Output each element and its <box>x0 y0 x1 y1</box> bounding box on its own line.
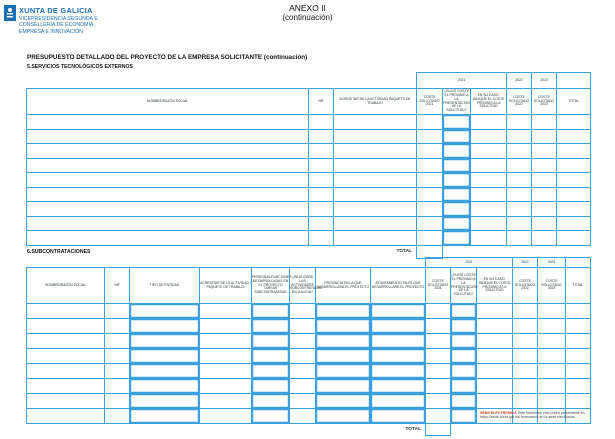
table-cell[interactable] <box>316 319 371 334</box>
table-cell[interactable] <box>417 144 443 159</box>
table-cell[interactable] <box>27 334 105 349</box>
section-6-total-cell[interactable] <box>426 424 451 436</box>
table-row <box>27 115 591 130</box>
table-cell[interactable] <box>538 394 566 409</box>
table-cell[interactable] <box>471 115 507 130</box>
table-cell[interactable] <box>27 173 309 188</box>
table-cell[interactable] <box>27 394 105 409</box>
sede-stamp: SEDE ELECTRÓNICA <box>480 411 517 415</box>
table-cell[interactable] <box>513 379 538 394</box>
table-cell[interactable] <box>130 364 200 379</box>
col-header-cost-2023: COSTE SOLICITADO 2023 <box>532 89 557 115</box>
table-cell[interactable] <box>417 115 443 130</box>
table-cell[interactable] <box>371 319 426 334</box>
table-cell[interactable] <box>471 129 507 144</box>
table-cell[interactable] <box>557 129 591 144</box>
table-cell[interactable] <box>443 231 471 246</box>
table-cell[interactable] <box>471 158 507 173</box>
table-cell[interactable] <box>371 409 426 424</box>
table-cell[interactable] <box>27 144 309 159</box>
table-cell[interactable] <box>371 349 426 364</box>
table-cell[interactable] <box>334 202 417 217</box>
col-header-total: TOTAL <box>566 268 591 304</box>
table-cell[interactable] <box>566 379 591 394</box>
table-cell[interactable] <box>532 202 557 217</box>
footer-note <box>480 411 612 419</box>
table-cell[interactable] <box>334 144 417 159</box>
table-cell[interactable] <box>130 394 200 409</box>
table-cell[interactable] <box>443 173 471 188</box>
col-header-name: NOMBRE/RAZÓN SOCIAL <box>27 89 309 115</box>
table-cell[interactable] <box>252 394 290 409</box>
col-header-indicate-cost: EN SU CASO, INDIQUE EL COSTE PRÓXIMO A LA SOLICITUD <box>477 268 513 304</box>
table-cell[interactable] <box>451 349 477 364</box>
table-cell[interactable] <box>316 304 371 319</box>
table-row <box>27 173 591 188</box>
table-cell[interactable] <box>200 349 252 364</box>
table-cell[interactable] <box>105 319 130 334</box>
table-cell[interactable] <box>477 379 513 394</box>
table-cell[interactable] <box>130 319 200 334</box>
table-cell[interactable] <box>105 364 130 379</box>
col-header-staff: PERSONAL/FUNCIONES DESARROLLADAS EN EL PROYECTO TAREAS SUBCONTRATADAS <box>252 268 290 304</box>
table-cell[interactable] <box>200 394 252 409</box>
table-cell[interactable] <box>27 202 309 217</box>
table-cell[interactable] <box>130 409 200 424</box>
table-cell[interactable] <box>513 304 538 319</box>
table-cell[interactable] <box>532 187 557 202</box>
table-cell[interactable] <box>557 173 591 188</box>
table-cell[interactable] <box>290 349 316 364</box>
col-header-entity-type: TIPO DE ENTIDAD <box>130 268 200 304</box>
col-header-cost-near: ¿ELEGÍ COSTE EL PRÓXIMO A LA PRESENTACIÓN DE LA SOLICITUD? <box>451 268 477 304</box>
col-header-total: TOTAL <box>557 89 591 115</box>
table-cell[interactable] <box>27 364 105 379</box>
table-cell[interactable] <box>130 304 200 319</box>
table-cell[interactable] <box>105 334 130 349</box>
table-cell[interactable] <box>252 349 290 364</box>
table-cell[interactable] <box>290 394 316 409</box>
col-header-galicia: ¿REALIZARÁ LAS ACTIVIDADES SUBCONTRATADAS EN GALICIA? <box>290 268 316 304</box>
table-cell[interactable] <box>477 319 513 334</box>
table-cell[interactable] <box>417 231 443 246</box>
col-header-cost-2022: COSTE SOLICITADO 2022 <box>513 268 538 304</box>
table-cell[interactable] <box>443 187 471 202</box>
table-cell[interactable] <box>290 364 316 379</box>
table-cell[interactable] <box>477 349 513 364</box>
section-5-table <box>26 72 591 259</box>
col-header-name: NOMBRE/RAZÓN SOCIAL <box>27 268 105 304</box>
table-cell[interactable] <box>443 158 471 173</box>
table-cell[interactable] <box>538 364 566 379</box>
table-cell[interactable] <box>371 379 426 394</box>
table-cell[interactable] <box>507 173 532 188</box>
table-cell[interactable] <box>252 334 290 349</box>
col-header-activity: ACREDITAR DE LA ACTIVIDAD / PAQUETE DE TRABAJO <box>200 268 252 304</box>
table-cell[interactable] <box>451 379 477 394</box>
section-5-rows <box>27 115 591 246</box>
table-cell[interactable] <box>532 144 557 159</box>
col-header-cost-2023: COSTE SOLICITADO 2023 <box>538 268 566 304</box>
table-cell[interactable] <box>316 409 371 424</box>
table-cell[interactable] <box>477 364 513 379</box>
year-2022-header: 2022 <box>513 258 538 268</box>
table-cell[interactable] <box>252 409 290 424</box>
table-cell[interactable] <box>316 379 371 394</box>
table-cell[interactable] <box>252 304 290 319</box>
table-cell[interactable] <box>507 231 532 246</box>
table-cell[interactable] <box>309 202 334 217</box>
table-cell[interactable] <box>532 129 557 144</box>
table-cell[interactable] <box>426 349 451 364</box>
section-6-title: 6.SUBCONTRATACIONES <box>27 249 91 255</box>
section-5-title: 5.SERVICIOS TECNOLÓGICOS EXTERNOS <box>27 64 133 70</box>
table-cell[interactable] <box>105 409 130 424</box>
annex-subtitle: (continuación) <box>282 13 333 22</box>
page-title: PRESUPUESTO DETALLADO DEL PROYECTO DE LA EMPRESA SOLICITANTE (continuación) <box>27 54 308 61</box>
table-cell[interactable] <box>507 187 532 202</box>
table-cell[interactable] <box>538 379 566 394</box>
table-cell[interactable] <box>200 334 252 349</box>
table-cell[interactable] <box>507 129 532 144</box>
table-cell[interactable] <box>200 379 252 394</box>
table-cell[interactable] <box>371 394 426 409</box>
table-cell[interactable] <box>252 364 290 379</box>
table-cell[interactable] <box>426 334 451 349</box>
col-header-cost-near: ¿ELEGÍ COSTE EL PRÓXIMO A LA PRESENTACIÓN DE LA SOLICITUD? <box>443 89 471 115</box>
table-cell[interactable] <box>477 394 513 409</box>
col-header-nif: NIF <box>309 89 334 115</box>
table-cell[interactable] <box>557 158 591 173</box>
table-cell[interactable] <box>477 334 513 349</box>
table-cell[interactable] <box>538 349 566 364</box>
table-cell[interactable] <box>316 334 371 349</box>
table-cell[interactable] <box>566 364 591 379</box>
table-cell[interactable] <box>426 379 451 394</box>
table-cell[interactable] <box>309 115 334 130</box>
table-cell[interactable] <box>507 158 532 173</box>
table-cell[interactable] <box>334 115 417 130</box>
table-cell[interactable] <box>451 334 477 349</box>
table-cell[interactable] <box>566 394 591 409</box>
table-cell[interactable] <box>417 202 443 217</box>
table-cell[interactable] <box>290 319 316 334</box>
table-cell[interactable] <box>316 364 371 379</box>
table-cell[interactable] <box>309 187 334 202</box>
table-cell[interactable] <box>252 319 290 334</box>
table-row <box>27 231 591 246</box>
col-header-province: PROVINCIA EN LA QUE DESARROLLARÁ EL PROYECTO <box>316 268 371 304</box>
table-cell[interactable] <box>200 364 252 379</box>
table-cell[interactable] <box>371 364 426 379</box>
section-5-total-label: TOTAL <box>396 248 413 254</box>
table-row <box>27 394 591 409</box>
table-cell[interactable] <box>290 379 316 394</box>
table-cell[interactable] <box>27 319 105 334</box>
table-cell[interactable] <box>27 231 309 246</box>
table-cell[interactable] <box>309 231 334 246</box>
table-cell[interactable] <box>27 115 309 130</box>
table-cell[interactable] <box>290 334 316 349</box>
section-6-rows <box>27 304 591 424</box>
table-cell[interactable] <box>334 129 417 144</box>
brand-name: XUNTA DE GALICIA <box>19 6 93 15</box>
table-cell[interactable] <box>451 394 477 409</box>
table-cell[interactable] <box>309 129 334 144</box>
table-row <box>27 304 591 319</box>
table-cell[interactable] <box>532 216 557 231</box>
table-cell[interactable] <box>417 158 443 173</box>
table-cell[interactable] <box>200 304 252 319</box>
table-cell[interactable] <box>443 115 471 130</box>
table-cell[interactable] <box>513 349 538 364</box>
table-cell[interactable] <box>513 364 538 379</box>
table-cell[interactable] <box>334 231 417 246</box>
table-cell[interactable] <box>309 144 334 159</box>
table-row <box>27 202 591 217</box>
table-cell[interactable] <box>417 187 443 202</box>
table-cell[interactable] <box>426 364 451 379</box>
col-header-municipality: AYUNTAMIENTO EN EL QUE DESARROLLARÁ EL PROYECTO <box>371 268 426 304</box>
year-2021-header: 2021 <box>426 258 513 268</box>
table-cell[interactable] <box>566 349 591 364</box>
table-cell[interactable] <box>27 409 105 424</box>
table-cell[interactable] <box>538 319 566 334</box>
department-name: VICEPRESIDENCIA SEGUNDA E CONSELLERÍA DE ECONOMÍA, EMPRESA E INNOVACIÓN <box>19 16 98 35</box>
table-cell[interactable] <box>426 394 451 409</box>
table-cell[interactable] <box>105 379 130 394</box>
table-cell[interactable] <box>200 409 252 424</box>
col-header-cost-2022: COSTE SOLICITADO 2022 <box>507 89 532 115</box>
table-cell[interactable] <box>443 144 471 159</box>
table-cell[interactable] <box>426 319 451 334</box>
table-cell[interactable] <box>507 202 532 217</box>
table-row <box>27 216 591 231</box>
table-cell[interactable] <box>27 158 309 173</box>
year-2023-header: 2023 <box>538 258 566 268</box>
table-cell[interactable] <box>532 158 557 173</box>
table-cell[interactable] <box>130 349 200 364</box>
table-cell[interactable] <box>513 334 538 349</box>
col-header-indicate-cost: EN SU CASO, INDIQUE EL COSTE PRÓXIMO A LA SOLICITUD <box>471 89 507 115</box>
table-cell[interactable] <box>334 158 417 173</box>
table-row <box>27 129 591 144</box>
table-cell[interactable] <box>557 144 591 159</box>
year-2023-header: 2023 <box>532 73 557 89</box>
annex-title: ANEXO II <box>289 3 326 13</box>
table-cell[interactable] <box>566 304 591 319</box>
table-row <box>27 158 591 173</box>
table-cell[interactable] <box>130 334 200 349</box>
year-2022-header: 2022 <box>507 73 532 89</box>
table-cell[interactable] <box>443 216 471 231</box>
table-cell[interactable] <box>426 304 451 319</box>
table-cell[interactable] <box>334 187 417 202</box>
table-cell[interactable] <box>105 349 130 364</box>
col-header-nif: NIF <box>105 268 130 304</box>
table-cell[interactable] <box>538 304 566 319</box>
table-cell[interactable] <box>309 158 334 173</box>
table-cell[interactable] <box>27 129 309 144</box>
table-cell[interactable] <box>513 394 538 409</box>
table-cell[interactable] <box>316 394 371 409</box>
table-row <box>27 319 591 334</box>
table-cell[interactable] <box>417 216 443 231</box>
table-cell[interactable] <box>471 216 507 231</box>
table-cell[interactable] <box>507 144 532 159</box>
table-cell[interactable] <box>105 304 130 319</box>
table-cell[interactable] <box>557 187 591 202</box>
table-cell[interactable] <box>532 231 557 246</box>
table-cell[interactable] <box>290 304 316 319</box>
table-cell[interactable] <box>471 144 507 159</box>
table-cell[interactable] <box>451 319 477 334</box>
table-cell[interactable] <box>309 216 334 231</box>
table-cell[interactable] <box>426 409 451 424</box>
table-cell[interactable] <box>334 216 417 231</box>
table-cell[interactable] <box>477 304 513 319</box>
footer-text: Este formulario sólo podrá presentarse en https://sede.xunta.gal los formularios en la sede electrónica <box>480 411 585 420</box>
table-cell[interactable] <box>371 334 426 349</box>
table-row <box>27 144 591 159</box>
table-cell[interactable] <box>252 379 290 394</box>
table-cell[interactable] <box>507 115 532 130</box>
table-cell[interactable] <box>105 394 130 409</box>
table-cell[interactable] <box>309 173 334 188</box>
table-cell[interactable] <box>513 319 538 334</box>
col-header-cost-2021: COSTE SOLICITADO 2021 <box>417 89 443 115</box>
table-cell[interactable] <box>557 202 591 217</box>
table-row <box>27 334 591 349</box>
year-2021-header: 2021 <box>417 73 507 89</box>
table-cell[interactable] <box>451 364 477 379</box>
table-cell[interactable] <box>532 115 557 130</box>
table-cell[interactable] <box>417 173 443 188</box>
table-cell[interactable] <box>471 173 507 188</box>
table-row <box>27 187 591 202</box>
table-cell[interactable] <box>27 304 105 319</box>
table-cell[interactable] <box>27 216 309 231</box>
table-cell[interactable] <box>507 216 532 231</box>
table-cell[interactable] <box>451 304 477 319</box>
table-cell[interactable] <box>290 409 316 424</box>
table-cell[interactable] <box>27 187 309 202</box>
table-cell[interactable] <box>200 319 252 334</box>
table-cell[interactable] <box>316 349 371 364</box>
table-cell[interactable] <box>471 231 507 246</box>
table-cell[interactable] <box>443 202 471 217</box>
col-header-cost-2021: COSTE SOLICITADO 2021 <box>426 268 451 304</box>
table-cell[interactable] <box>471 202 507 217</box>
section-6-table <box>26 257 591 436</box>
table-cell[interactable] <box>471 187 507 202</box>
table-cell[interactable] <box>532 173 557 188</box>
table-row <box>27 349 591 364</box>
table-cell[interactable] <box>130 379 200 394</box>
table-cell[interactable] <box>27 379 105 394</box>
table-cell[interactable] <box>334 173 417 188</box>
table-cell[interactable] <box>27 349 105 364</box>
table-cell[interactable] <box>557 216 591 231</box>
table-cell[interactable] <box>451 409 477 424</box>
table-row <box>27 364 591 379</box>
table-cell[interactable] <box>371 304 426 319</box>
table-row <box>27 379 591 394</box>
table-cell[interactable] <box>538 334 566 349</box>
section-6-total-label: TOTAL <box>405 426 421 432</box>
table-cell[interactable] <box>557 231 591 246</box>
table-cell[interactable] <box>443 129 471 144</box>
table-cell[interactable] <box>566 319 591 334</box>
table-cell[interactable] <box>417 129 443 144</box>
table-cell[interactable] <box>566 334 591 349</box>
col-header-activity: ACREDITAR DE LA ACTIVIDAD PAQUETE DE TRABAJO <box>334 89 417 115</box>
table-cell[interactable] <box>557 115 591 130</box>
